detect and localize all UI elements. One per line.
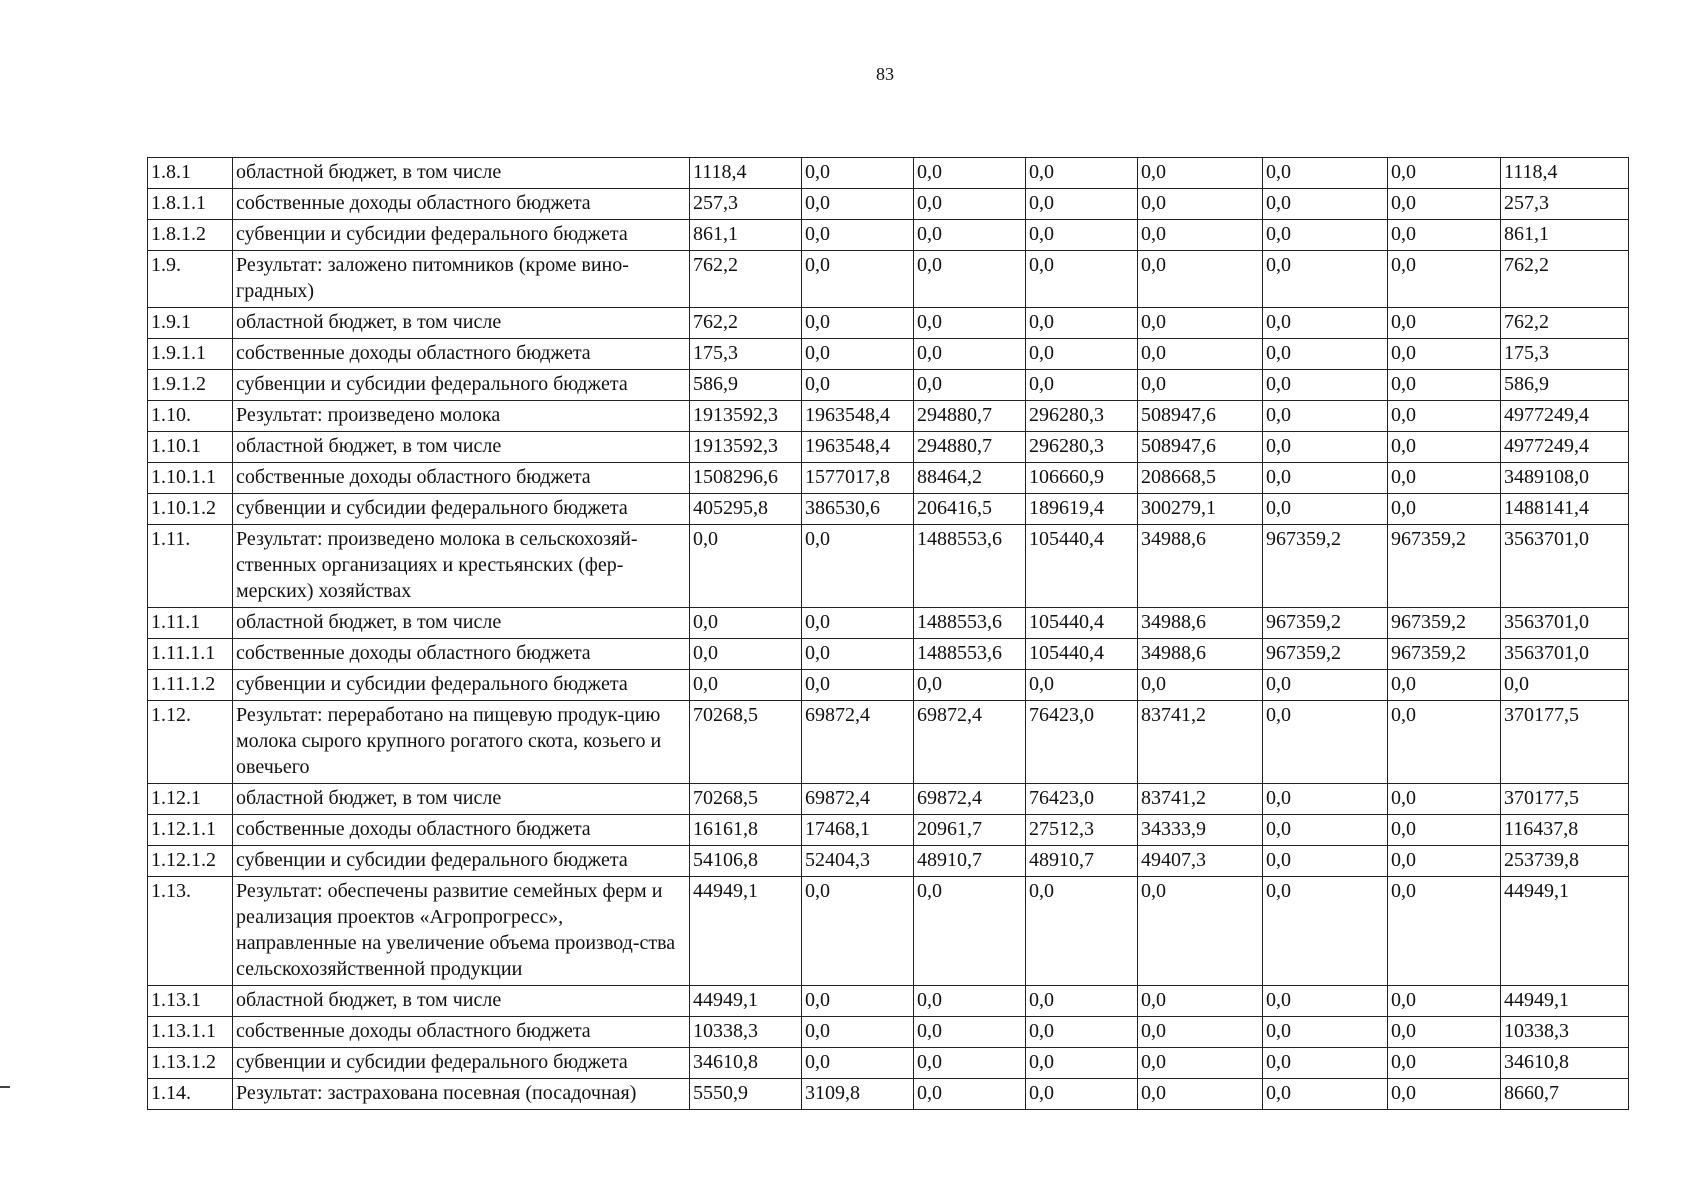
table-cell-value-col-6: 0,0: [1263, 339, 1388, 370]
table-cell-row-code: 1.10.1.1: [148, 463, 233, 494]
table-cell-value-total: 762,2: [1501, 308, 1629, 339]
table-row: [148, 608, 1629, 639]
table-cell-value-col-2: 0,0: [802, 670, 914, 701]
table-cell-value-col-5: 508947,6: [1138, 432, 1263, 463]
table-cell-row-code: 1.12.1: [148, 784, 233, 815]
table-cell-row-code: 1.8.1.2: [148, 220, 233, 251]
table-cell-row-code: 1.13.1.2: [148, 1048, 233, 1079]
table-row: [148, 1079, 1629, 1110]
table-cell-row-description: субвенции и субсидии федерального бюджета: [233, 494, 690, 525]
table-cell-value-col-4: 0,0: [1026, 339, 1138, 370]
table-cell-row-description: Результат: произведено молока: [233, 401, 690, 432]
table-row: [148, 1017, 1629, 1048]
table-cell-row-code: 1.10.: [148, 401, 233, 432]
table-cell-value-col-4: 0,0: [1026, 251, 1138, 308]
table-cell-row-description: собственные доходы областного бюджета: [233, 189, 690, 220]
table-cell-row-description: собственные доходы областного бюджета: [233, 339, 690, 370]
table-cell-row-description: собственные доходы областного бюджета: [233, 639, 690, 670]
table-cell-value-col-1: 5550,9: [690, 1079, 802, 1110]
table-cell-value-col-7: 0,0: [1388, 877, 1501, 986]
table-cell-value-col-3: 294880,7: [914, 432, 1026, 463]
table-cell-value-col-7: 0,0: [1388, 220, 1501, 251]
table-cell-row-code: 1.11.: [148, 525, 233, 608]
table-cell-row-code: 1.11.1.1: [148, 639, 233, 670]
table-cell-row-code: 1.11.1.2: [148, 670, 233, 701]
table-cell-value-col-5: 0,0: [1138, 189, 1263, 220]
table-cell-row-code: 1.12.1.2: [148, 846, 233, 877]
table-cell-value-total: 586,9: [1501, 370, 1629, 401]
table-cell-value-col-4: 0,0: [1026, 158, 1138, 189]
table-cell-value-total: 4977249,4: [1501, 432, 1629, 463]
table-cell-row-code: 1.9.: [148, 251, 233, 308]
table-cell-value-col-4: 0,0: [1026, 986, 1138, 1017]
table-cell-value-col-7: 0,0: [1388, 670, 1501, 701]
table-cell-value-col-3: 0,0: [914, 877, 1026, 986]
table-cell-value-col-5: 0,0: [1138, 1017, 1263, 1048]
table-cell-value-col-2: 1963548,4: [802, 432, 914, 463]
table-cell-value-col-2: 0,0: [802, 251, 914, 308]
table-cell-row-description: собственные доходы областного бюджета: [233, 463, 690, 494]
table-cell-value-col-6: 0,0: [1263, 784, 1388, 815]
table-row: [148, 670, 1629, 701]
table-cell-value-col-1: 54106,8: [690, 846, 802, 877]
table-cell-value-total: 861,1: [1501, 220, 1629, 251]
table-cell-row-code: 1.10.1: [148, 432, 233, 463]
table-cell-value-col-1: 1118,4: [690, 158, 802, 189]
table-cell-value-total: 4977249,4: [1501, 401, 1629, 432]
table-cell-value-col-3: 0,0: [914, 220, 1026, 251]
table-cell-value-col-4: 296280,3: [1026, 432, 1138, 463]
table-cell-row-code: 1.11.1: [148, 608, 233, 639]
table-cell-value-total: 370177,5: [1501, 701, 1629, 784]
table-cell-value-col-6: 0,0: [1263, 494, 1388, 525]
table-cell-value-col-5: 83741,2: [1138, 784, 1263, 815]
table-cell-row-description: субвенции и субсидии федерального бюджета: [233, 670, 690, 701]
table-cell-value-col-1: 70268,5: [690, 701, 802, 784]
table-row: [148, 189, 1629, 220]
table-cell-value-col-7: 0,0: [1388, 846, 1501, 877]
table-cell-value-col-5: 49407,3: [1138, 846, 1263, 877]
table-cell-value-col-2: 69872,4: [802, 701, 914, 784]
table-cell-value-col-1: 175,3: [690, 339, 802, 370]
table-cell-value-col-5: 0,0: [1138, 670, 1263, 701]
table-cell-value-col-7: 0,0: [1388, 432, 1501, 463]
table-cell-value-col-7: 0,0: [1388, 784, 1501, 815]
table-cell-value-col-2: 0,0: [802, 1017, 914, 1048]
table-cell-row-description: собственные доходы областного бюджета: [233, 815, 690, 846]
table-cell-value-col-5: 0,0: [1138, 308, 1263, 339]
table-cell-value-col-5: 34988,6: [1138, 608, 1263, 639]
table-cell-value-col-2: 17468,1: [802, 815, 914, 846]
table-cell-value-col-7: 0,0: [1388, 494, 1501, 525]
table-cell-value-col-7: 0,0: [1388, 986, 1501, 1017]
table-cell-value-col-1: 1913592,3: [690, 401, 802, 432]
table-cell-value-col-7: 0,0: [1388, 251, 1501, 308]
table-cell-value-col-5: 508947,6: [1138, 401, 1263, 432]
table-cell-value-total: 3563701,0: [1501, 639, 1629, 670]
table-row: [148, 846, 1629, 877]
table-cell-value-col-5: 34988,6: [1138, 525, 1263, 608]
table-cell-value-col-1: 10338,3: [690, 1017, 802, 1048]
table-cell-value-col-3: 206416,5: [914, 494, 1026, 525]
table-cell-value-col-1: 70268,5: [690, 784, 802, 815]
table-cell-row-code: 1.9.1.2: [148, 370, 233, 401]
table-cell-value-col-4: 0,0: [1026, 1079, 1138, 1110]
table-cell-value-col-2: 69872,4: [802, 784, 914, 815]
table-cell-value-col-7: 0,0: [1388, 463, 1501, 494]
table-row: [148, 639, 1629, 670]
table-cell-value-col-3: 0,0: [914, 1048, 1026, 1079]
table-row: [148, 1048, 1629, 1079]
table-cell-value-col-2: 0,0: [802, 220, 914, 251]
table-row: [148, 220, 1629, 251]
table-cell-value-col-2: 0,0: [802, 1048, 914, 1079]
table-cell-value-col-6: 0,0: [1263, 815, 1388, 846]
table-cell-value-col-7: 0,0: [1388, 339, 1501, 370]
table-cell-value-col-3: 0,0: [914, 370, 1026, 401]
table-cell-value-col-2: 52404,3: [802, 846, 914, 877]
table-cell-value-col-2: 0,0: [802, 158, 914, 189]
table-cell-value-col-3: 0,0: [914, 308, 1026, 339]
table-cell-value-col-2: 0,0: [802, 877, 914, 986]
table-cell-value-col-7: 0,0: [1388, 1079, 1501, 1110]
table-cell-value-col-3: 1488553,6: [914, 608, 1026, 639]
table-cell-value-col-1: 762,2: [690, 251, 802, 308]
table-cell-value-col-4: 296280,3: [1026, 401, 1138, 432]
table-cell-value-col-5: 0,0: [1138, 1079, 1263, 1110]
table-cell-value-col-7: 0,0: [1388, 401, 1501, 432]
table-cell-value-col-5: 0,0: [1138, 339, 1263, 370]
table-cell-value-total: 10338,3: [1501, 1017, 1629, 1048]
table-cell-value-col-7: 967359,2: [1388, 608, 1501, 639]
table-cell-value-total: 257,3: [1501, 189, 1629, 220]
table-row: [148, 525, 1629, 608]
table-cell-value-col-1: 44949,1: [690, 986, 802, 1017]
budget-table: [147, 157, 1629, 1110]
table-cell-row-code: 1.10.1.2: [148, 494, 233, 525]
table-cell-value-total: 370177,5: [1501, 784, 1629, 815]
table-cell-value-total: 253739,8: [1501, 846, 1629, 877]
table-cell-row-description: областной бюджет, в том числе: [233, 986, 690, 1017]
budget-table-body: [148, 158, 1629, 1110]
table-cell-value-col-6: 0,0: [1263, 846, 1388, 877]
table-cell-row-description: областной бюджет, в том числе: [233, 608, 690, 639]
table-cell-value-col-2: 0,0: [802, 339, 914, 370]
table-cell-row-description: Результат: заложено питомников (кроме вино-градных): [233, 251, 690, 308]
scan-edge-mark: [0, 1086, 10, 1088]
table-cell-value-col-2: 0,0: [802, 308, 914, 339]
table-cell-value-col-4: 0,0: [1026, 308, 1138, 339]
table-cell-value-col-2: 0,0: [802, 525, 914, 608]
table-cell-value-col-6: 0,0: [1263, 877, 1388, 986]
table-cell-value-col-2: 386530,6: [802, 494, 914, 525]
table-cell-value-col-7: 967359,2: [1388, 639, 1501, 670]
table-cell-value-col-4: 0,0: [1026, 670, 1138, 701]
table-cell-row-code: 1.9.1: [148, 308, 233, 339]
table-cell-value-col-4: 0,0: [1026, 370, 1138, 401]
table-cell-value-col-6: 0,0: [1263, 189, 1388, 220]
table-cell-value-col-4: 48910,7: [1026, 846, 1138, 877]
table-cell-value-col-7: 0,0: [1388, 1048, 1501, 1079]
table-row: [148, 815, 1629, 846]
table-cell-value-col-4: 76423,0: [1026, 784, 1138, 815]
table-cell-value-col-5: 208668,5: [1138, 463, 1263, 494]
table-cell-value-total: 3563701,0: [1501, 525, 1629, 608]
table-cell-row-code: 1.13.: [148, 877, 233, 986]
table-cell-value-col-2: 0,0: [802, 608, 914, 639]
table-cell-row-description: собственные доходы областного бюджета: [233, 1017, 690, 1048]
table-row: [148, 432, 1629, 463]
table-cell-value-col-7: 0,0: [1388, 370, 1501, 401]
table-cell-value-col-2: 0,0: [802, 639, 914, 670]
table-cell-row-description: Результат: обеспечены развитие семейных ферм и реализация проектов «Агропрогресс», направленные на увеличение объема производ-ства сельскохозяйственной продукции: [233, 877, 690, 986]
table-cell-value-col-4: 106660,9: [1026, 463, 1138, 494]
table-cell-value-col-1: 1508296,6: [690, 463, 802, 494]
table-cell-value-col-5: 300279,1: [1138, 494, 1263, 525]
table-cell-value-col-4: 0,0: [1026, 220, 1138, 251]
table-cell-row-description: Результат: переработано на пищевую продук-цию молока сырого крупного рогатого скота, козьего и овечьего: [233, 701, 690, 784]
table-cell-value-col-1: 34610,8: [690, 1048, 802, 1079]
table-cell-value-col-5: 34988,6: [1138, 639, 1263, 670]
table-row: [148, 370, 1629, 401]
table-cell-value-total: 3489108,0: [1501, 463, 1629, 494]
table-cell-row-code: 1.14.: [148, 1079, 233, 1110]
table-cell-value-col-6: 0,0: [1263, 401, 1388, 432]
table-cell-value-total: 116437,8: [1501, 815, 1629, 846]
table-cell-value-col-3: 1488553,6: [914, 525, 1026, 608]
table-cell-value-col-3: 0,0: [914, 986, 1026, 1017]
table-cell-value-total: 175,3: [1501, 339, 1629, 370]
table-cell-value-col-7: 0,0: [1388, 1017, 1501, 1048]
table-cell-value-col-2: 3109,8: [802, 1079, 914, 1110]
table-cell-value-total: 1488141,4: [1501, 494, 1629, 525]
table-cell-value-col-5: 0,0: [1138, 158, 1263, 189]
table-cell-value-col-4: 105440,4: [1026, 525, 1138, 608]
table-cell-value-col-3: 0,0: [914, 1017, 1026, 1048]
table-cell-value-col-1: 405295,8: [690, 494, 802, 525]
table-cell-value-col-3: 0,0: [914, 339, 1026, 370]
table-row: [148, 308, 1629, 339]
table-cell-value-col-3: 0,0: [914, 189, 1026, 220]
table-cell-value-col-4: 76423,0: [1026, 701, 1138, 784]
table-cell-value-total: 34610,8: [1501, 1048, 1629, 1079]
table-cell-value-col-5: 0,0: [1138, 251, 1263, 308]
table-cell-value-col-6: 0,0: [1263, 432, 1388, 463]
table-cell-value-col-6: 0,0: [1263, 986, 1388, 1017]
table-cell-value-col-6: 0,0: [1263, 463, 1388, 494]
table-cell-value-col-1: 861,1: [690, 220, 802, 251]
table-cell-row-code: 1.8.1: [148, 158, 233, 189]
table-row: [148, 339, 1629, 370]
table-cell-value-col-1: 1913592,3: [690, 432, 802, 463]
table-cell-value-col-6: 0,0: [1263, 1079, 1388, 1110]
table-cell-value-col-5: 0,0: [1138, 1048, 1263, 1079]
table-cell-value-col-5: 0,0: [1138, 877, 1263, 986]
table-cell-row-code: 1.12.: [148, 701, 233, 784]
table-cell-value-col-4: 27512,3: [1026, 815, 1138, 846]
table-cell-value-col-3: 0,0: [914, 1079, 1026, 1110]
table-cell-value-col-2: 0,0: [802, 986, 914, 1017]
table-cell-value-col-3: 1488553,6: [914, 639, 1026, 670]
table-row: [148, 701, 1629, 784]
table-cell-row-description: областной бюджет, в том числе: [233, 308, 690, 339]
table-cell-value-col-3: 48910,7: [914, 846, 1026, 877]
table-cell-value-col-1: 257,3: [690, 189, 802, 220]
table-cell-value-col-7: 967359,2: [1388, 525, 1501, 608]
table-cell-value-col-6: 0,0: [1263, 158, 1388, 189]
table-cell-value-col-2: 1963548,4: [802, 401, 914, 432]
table-cell-row-description: областной бюджет, в том числе: [233, 432, 690, 463]
table-cell-value-col-1: 586,9: [690, 370, 802, 401]
table-cell-value-col-4: 0,0: [1026, 189, 1138, 220]
table-cell-value-col-1: 16161,8: [690, 815, 802, 846]
table-cell-value-col-1: 44949,1: [690, 877, 802, 986]
table-cell-value-total: 762,2: [1501, 251, 1629, 308]
table-row: [148, 494, 1629, 525]
table-cell-row-description: субвенции и субсидии федерального бюджета: [233, 846, 690, 877]
table-cell-row-code: 1.9.1.1: [148, 339, 233, 370]
table-cell-value-col-1: 0,0: [690, 670, 802, 701]
table-row: [148, 463, 1629, 494]
table-cell-row-description: Результат: застрахована посевная (посадочная): [233, 1079, 690, 1110]
table-cell-value-col-5: 34333,9: [1138, 815, 1263, 846]
table-cell-value-col-6: 0,0: [1263, 370, 1388, 401]
table-cell-row-description: субвенции и субсидии федерального бюджета: [233, 1048, 690, 1079]
table-cell-value-col-1: 0,0: [690, 525, 802, 608]
table-cell-value-col-3: 294880,7: [914, 401, 1026, 432]
table-cell-row-code: 1.8.1.1: [148, 189, 233, 220]
table-cell-value-col-3: 20961,7: [914, 815, 1026, 846]
table-cell-value-col-4: 105440,4: [1026, 608, 1138, 639]
table-cell-value-col-1: 762,2: [690, 308, 802, 339]
table-cell-value-col-3: 69872,4: [914, 701, 1026, 784]
table-cell-value-col-2: 0,0: [802, 189, 914, 220]
table-cell-row-description: субвенции и субсидии федерального бюджета: [233, 370, 690, 401]
table-cell-value-col-4: 0,0: [1026, 1048, 1138, 1079]
table-cell-value-col-3: 88464,2: [914, 463, 1026, 494]
table-cell-value-col-5: 0,0: [1138, 370, 1263, 401]
table-cell-row-description: Результат: произведено молока в сельскохозяй-ственных организациях и крестьянских (фер-мерских) хозяйствах: [233, 525, 690, 608]
table-cell-value-col-4: 0,0: [1026, 1017, 1138, 1048]
table-cell-value-col-3: 69872,4: [914, 784, 1026, 815]
table-cell-value-col-3: 0,0: [914, 670, 1026, 701]
table-cell-value-col-3: 0,0: [914, 251, 1026, 308]
table-cell-value-col-2: 0,0: [802, 370, 914, 401]
table-cell-value-total: 44949,1: [1501, 986, 1629, 1017]
table-cell-value-col-6: 967359,2: [1263, 608, 1388, 639]
table-cell-value-col-5: 0,0: [1138, 986, 1263, 1017]
table-cell-value-col-5: 83741,2: [1138, 701, 1263, 784]
table-cell-row-code: 1.13.1: [148, 986, 233, 1017]
table-cell-value-col-4: 105440,4: [1026, 639, 1138, 670]
table-cell-value-col-6: 0,0: [1263, 1048, 1388, 1079]
table-cell-value-total: 0,0: [1501, 670, 1629, 701]
table-cell-row-description: областной бюджет, в том числе: [233, 784, 690, 815]
table-cell-value-col-6: 0,0: [1263, 1017, 1388, 1048]
table-cell-value-col-7: 0,0: [1388, 701, 1501, 784]
table-cell-value-col-4: 189619,4: [1026, 494, 1138, 525]
table-cell-value-col-7: 0,0: [1388, 158, 1501, 189]
table-cell-value-col-4: 0,0: [1026, 877, 1138, 986]
table-cell-value-total: 1118,4: [1501, 158, 1629, 189]
table-row: [148, 986, 1629, 1017]
table-row: [148, 784, 1629, 815]
table-cell-row-code: 1.13.1.1: [148, 1017, 233, 1048]
table-cell-value-col-6: 0,0: [1263, 670, 1388, 701]
table-row: [148, 877, 1629, 986]
table-cell-value-col-7: 0,0: [1388, 189, 1501, 220]
table-cell-value-total: 3563701,0: [1501, 608, 1629, 639]
table-cell-value-col-6: 0,0: [1263, 220, 1388, 251]
table-cell-value-col-7: 0,0: [1388, 815, 1501, 846]
table-cell-value-col-3: 0,0: [914, 158, 1026, 189]
table-cell-value-col-6: 967359,2: [1263, 525, 1388, 608]
table-cell-value-col-1: 0,0: [690, 608, 802, 639]
table-row: [148, 251, 1629, 308]
table-cell-value-col-2: 1577017,8: [802, 463, 914, 494]
table-cell-value-col-6: 967359,2: [1263, 639, 1388, 670]
table-cell-value-col-6: 0,0: [1263, 701, 1388, 784]
table-cell-value-col-6: 0,0: [1263, 251, 1388, 308]
page-number: 83: [876, 64, 894, 84]
table-cell-row-description: областной бюджет, в том числе: [233, 158, 690, 189]
table-cell-value-col-7: 0,0: [1388, 308, 1501, 339]
table-cell-value-total: 44949,1: [1501, 877, 1629, 986]
table-cell-row-code: 1.12.1.1: [148, 815, 233, 846]
table-cell-value-col-1: 0,0: [690, 639, 802, 670]
table-cell-value-total: 8660,7: [1501, 1079, 1629, 1110]
table-row: [148, 158, 1629, 189]
table-row: [148, 401, 1629, 432]
table-cell-value-col-6: 0,0: [1263, 308, 1388, 339]
table-cell-value-col-5: 0,0: [1138, 220, 1263, 251]
table-cell-row-description: субвенции и субсидии федерального бюджета: [233, 220, 690, 251]
